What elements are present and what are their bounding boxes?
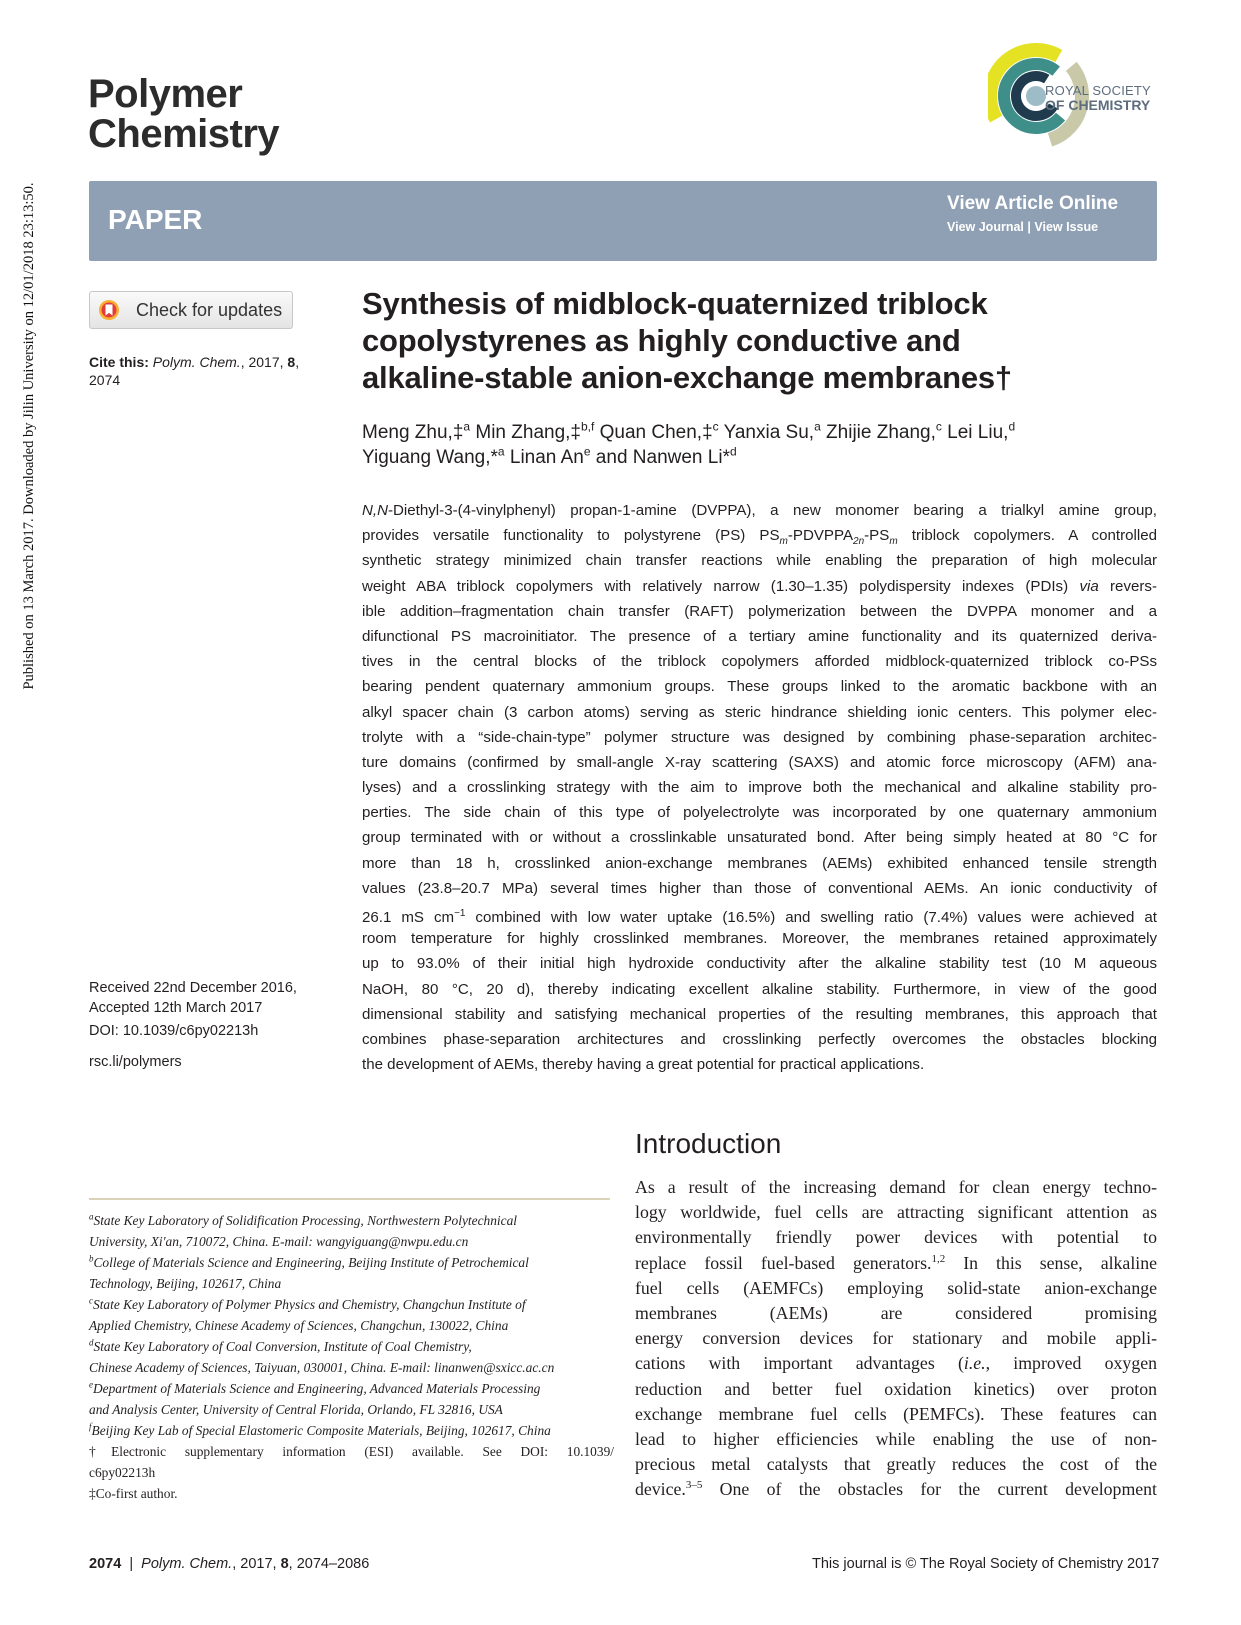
abstract-line xyxy=(362,574,1157,599)
footnote-divider xyxy=(89,1198,610,1200)
page-footer-citation xyxy=(89,1556,369,1572)
view-links-separator: | xyxy=(1027,220,1031,234)
intro-line: lead to higher efficiencies while enabling the use of non- xyxy=(635,1428,1157,1449)
author-affil: a xyxy=(463,419,471,434)
authors-line1 xyxy=(362,420,1152,445)
author: and Nanwen Li* xyxy=(590,447,730,468)
cite-year: , 2017, xyxy=(240,354,288,370)
intro-line xyxy=(635,1477,1157,1502)
cite-volume: 8 xyxy=(287,354,296,370)
received-date: Received 22nd December 2016, xyxy=(89,980,297,996)
author: Yanxia Su, xyxy=(718,422,815,443)
intro-line: precious metal catalysts that greatly reduces the cost of the xyxy=(635,1454,1157,1475)
introduction-body xyxy=(635,1175,1157,1502)
abstract-line: bearing pendent quaternary ammonium groups. These groups linked to the aromatic backbone with an xyxy=(362,678,1157,696)
author-affil: d xyxy=(729,444,737,459)
abstract-text: -Diethyl-3-(4-vinylphenyl) propan-1-amine (DVPPA), a new monomer bearing a trialkyl amine group, xyxy=(388,502,1157,519)
abstract-line xyxy=(362,498,1157,523)
esi-note: †Electronic supplementary information (ESI) available. See DOI: 10.1039/ xyxy=(89,1444,614,1459)
affiliation-line: Applied Chemistry, Chinese Academy of Sciences, Changchun, 130022, China xyxy=(89,1318,509,1333)
affiliation-mark: b xyxy=(89,1253,94,1264)
abstract-line: dimensional stability and satisfying mechanical properties of the resulting membranes, this approach that xyxy=(362,1005,1157,1023)
intro-line xyxy=(635,1351,1157,1376)
affiliation-text: Department of Materials Science and Engineering, Advanced Materials Processing xyxy=(93,1381,541,1396)
author: Linan An xyxy=(504,447,584,468)
abstract-text: combined with low water uptake (16.5%) and swelling ratio (7.4%) values were achieved at xyxy=(465,909,1157,927)
view-issue-link[interactable]: View Issue xyxy=(1034,220,1099,234)
author: Meng Zhu,‡ xyxy=(362,422,464,443)
abstract-italic: via xyxy=(1079,577,1099,595)
journal-title xyxy=(88,74,279,154)
affiliation-line xyxy=(89,1294,614,1315)
author-affil: c xyxy=(935,419,942,434)
citation-ref[interactable]: 1,2 xyxy=(931,1252,946,1265)
abstract-text: revers- xyxy=(1098,577,1157,595)
abstract-line xyxy=(362,523,1157,548)
bookmark-badge-icon xyxy=(98,299,120,321)
author-affil: b,f xyxy=(581,419,595,434)
intro-line: logy worldwide, fuel cells are attracting significant attention as xyxy=(635,1202,1157,1223)
intro-line: energy conversion devices for stationary and mobile appli- xyxy=(635,1328,1157,1349)
author-affil: c xyxy=(712,419,719,434)
abstract-line: more than 18 h, crosslinked anion-exchange membranes (AEMs) exhibited enhanced tensile strength xyxy=(362,854,1157,872)
author-affil: e xyxy=(583,444,591,459)
doi: DOI: 10.1039/c6py02213h xyxy=(89,1023,259,1039)
affiliation-line xyxy=(89,1252,614,1273)
affiliation-mark: c xyxy=(89,1295,93,1306)
author-list xyxy=(362,420,1152,470)
author: Quan Chen,‡ xyxy=(594,422,713,443)
abstract-text: -PS xyxy=(864,527,890,545)
affiliation-line: Chinese Academy of Sciences, Taiyuan, 030001, China. E-mail: linanwen@sxicc.ac.cn xyxy=(89,1360,555,1375)
abstract-sub: m xyxy=(779,536,788,548)
affiliations xyxy=(89,1210,614,1504)
intro-text: One of the obstacles for the current development xyxy=(702,1479,1157,1500)
affiliation-mark: f xyxy=(89,1421,92,1432)
title-line2: copolystyrenes as highly conductive and xyxy=(362,323,961,358)
article-title xyxy=(362,285,1152,396)
author-affil: a xyxy=(497,444,505,459)
abstract-line: ture domains (confirmed by small-angle X-ray scattering (SAXS) and atomic force microscopy (AFM) ana- xyxy=(362,753,1157,771)
abstract-line: up to 93.0% of their initial high hydroxide conductivity after the alkaline stability test (10 M aqueous xyxy=(362,955,1157,973)
copyright-notice: This journal is © The Royal Society of Chemistry 2017 xyxy=(812,1556,1160,1572)
abstract-line: synthetic strategy minimized chain transfer reactions while enabling the preparation of high molecular xyxy=(362,552,1157,570)
intro-line: exchange membrane fuel cells (PEMFCs). These features can xyxy=(635,1403,1157,1424)
article-type-label: PAPER xyxy=(108,204,203,235)
author: Min Zhang,‡ xyxy=(470,422,581,443)
abstract-text: triblock copolymers. A controlled xyxy=(897,527,1158,545)
journal-short-link[interactable]: rsc.li/polymers xyxy=(89,1054,182,1070)
abstract-line: ible addition–fragmentation chain transfer (RAFT) polymerization between the DVPPA monomer and a xyxy=(362,602,1157,620)
abstract-line: the development of AEMs, thereby having a great potential for practical applications. xyxy=(362,1056,925,1074)
accepted-date: Accepted 12th March 2017 xyxy=(89,1000,263,1016)
affiliation-text: State Key Laboratory of Solidification Processing, Northwestern Polytechnical xyxy=(93,1213,517,1228)
author: Lei Liu, xyxy=(941,422,1009,443)
abstract-text: -PDVPPA xyxy=(787,527,854,545)
footer-separator: | xyxy=(121,1556,142,1572)
intro-line: environmentally friendly power devices with potential to xyxy=(635,1227,1157,1248)
title-line3: alkaline-stable anion-exchange membranes† xyxy=(362,360,1012,395)
abstract-sup: −1 xyxy=(454,908,466,919)
abstract xyxy=(362,498,1157,1077)
abstract-sub: m xyxy=(889,536,898,548)
citation xyxy=(89,353,329,389)
title-line1: Synthesis of midblock-quaternized triblock xyxy=(362,286,988,321)
abstract-line: lyses) and a crosslinking strategy with the aim to improve both the mechanical and alkaline stability pro- xyxy=(362,779,1157,797)
abstract-line: combines phase-separation architectures and crosslinking perfectly overcomes the obstacles blocking xyxy=(362,1030,1157,1048)
intro-text: In this sense, alkaline xyxy=(945,1252,1157,1273)
abstract-line: tives in the central blocks of the triblock copolymers afforded midblock-quaternized triblock co-PSs xyxy=(362,653,1157,671)
affiliation-text: College of Materials Science and Engineering, Beijing Institute of Petrochemical xyxy=(93,1255,529,1270)
footer-volume: 8 xyxy=(280,1556,289,1572)
affiliation-line xyxy=(89,1378,614,1399)
intro-italic: i.e. xyxy=(963,1353,986,1374)
intro-text: device. xyxy=(635,1479,686,1500)
abstract-text: weight ABA triblock copolymers with relatively narrow (1.30–1.35) polydispersity indexes (PDIs) xyxy=(362,577,1080,595)
affiliation-mark: e xyxy=(89,1379,93,1390)
abstract-line xyxy=(362,901,1157,926)
affiliation-mark: d xyxy=(89,1337,94,1348)
author-affil: a xyxy=(814,419,821,434)
affiliation-text: Beijing Key Lab of Special Elastomeric Composite Materials, Beijing, 102617, China xyxy=(91,1423,551,1438)
abstract-line: room temperature for highly crosslinked membranes. Moreover, the membranes retained approximately xyxy=(362,930,1157,948)
intro-text: , improved oxygen xyxy=(985,1353,1157,1374)
view-links xyxy=(947,220,1098,234)
affiliation-text: State Key Laboratory of Coal Conversion, Institute of Coal Chemistry, xyxy=(93,1339,472,1354)
page-number: 2074 xyxy=(89,1556,122,1572)
cite-journal: Polym. Chem. xyxy=(152,354,241,370)
footer-journal: Polym. Chem. xyxy=(141,1556,233,1572)
affiliation-text: State Key Laboratory of Polymer Physics and Chemistry, Changchun Institute of xyxy=(93,1297,526,1312)
introduction-heading: Introduction xyxy=(635,1128,782,1159)
footer-year: , 2017, xyxy=(232,1556,281,1572)
journal-title-line2: Chemistry xyxy=(88,112,280,156)
abstract-line: values (23.8–20.7 MPa) several times higher than those of conventional AEMs. An ionic conductivity of xyxy=(362,879,1157,897)
abstract-line: trolyte with a “side-chain-type” polymer structure was designed by combining phase-separation architec- xyxy=(362,728,1157,746)
authors-line2 xyxy=(362,445,1152,470)
rsc-logo-text-line1: ROYAL SOCIETY xyxy=(1045,83,1151,98)
intro-line: reduction and better fuel oxidation kinetics) over proton xyxy=(635,1378,1157,1399)
cite-label: Cite this: xyxy=(89,354,149,370)
footer-pages: , 2074–2086 xyxy=(288,1556,370,1572)
check-for-updates-label: Check for updates xyxy=(136,300,283,320)
abstract-text: 26.1 mS cm xyxy=(362,909,455,927)
intro-text: cations with important advantages ( xyxy=(635,1353,964,1374)
abstract-line: perties. The side chain of this type of polyelectrolyte was incorporated by one quaternary ammonium xyxy=(362,804,1157,822)
affiliation-line xyxy=(89,1210,614,1231)
intro-line xyxy=(635,1251,1157,1276)
abstract-italic: N,N xyxy=(362,502,388,519)
author: Yiguang Wang,* xyxy=(362,447,498,468)
esi-note-doi: c6py02213h xyxy=(89,1465,156,1480)
intro-line: As a result of the increasing demand for clean energy techno- xyxy=(635,1177,1157,1197)
intro-line: membranes (AEMs) are considered promising xyxy=(635,1302,1157,1323)
affiliation-mark: a xyxy=(89,1211,94,1222)
affiliation-line: and Analysis Center, University of Central Florida, Orlando, FL 32816, USA xyxy=(89,1402,503,1417)
citation-ref[interactable]: 3–5 xyxy=(685,1479,703,1492)
journal-title-line1: Polymer xyxy=(88,72,243,116)
author-affil: d xyxy=(1008,419,1016,434)
rsc-logo-text-line2: OF CHEMISTRY xyxy=(1045,97,1151,113)
affiliation-line: Technology, Beijing, 102617, China xyxy=(89,1276,282,1291)
affiliation-line xyxy=(89,1336,614,1357)
abstract-line: group terminated with or without a crosslinkable unsaturated bond. After being simply heated at 80 °C for xyxy=(362,829,1157,847)
check-for-updates-button[interactable] xyxy=(89,291,293,329)
view-journal-link[interactable]: View Journal xyxy=(947,220,1024,234)
publication-stamp: Published on 13 March 2017. Downloaded by Jilin University on 12/01/2018 23:13:50. xyxy=(21,182,37,690)
author: Zhijie Zhang, xyxy=(820,422,936,443)
co-first-author-note: ‡Co-first author. xyxy=(89,1486,178,1501)
abstract-line: difunctional PS macroinitiator. The presence of a tertiary amine functionality and its quaternized deriva- xyxy=(362,627,1157,645)
article-history xyxy=(89,978,297,1018)
intro-text: replace fossil fuel-based generators. xyxy=(635,1252,932,1273)
affiliation-line: University, Xi'an, 710072, China. E-mail: wangyiguang@nwpu.edu.cn xyxy=(89,1234,469,1249)
abstract-text: provides versatile functionality to polystyrene (PS) PS xyxy=(362,527,780,545)
abstract-line: NaOH, 80 °C, 20 d), thereby indicating excellent alkaline stability. Furthermore, in view of the good xyxy=(362,980,1157,998)
affiliation-line xyxy=(89,1420,614,1441)
intro-line: fuel cells (AEMFCs) employing solid-state anion-exchange xyxy=(635,1277,1157,1298)
abstract-sub: 2n xyxy=(853,536,865,548)
cite-pages: , 2074 xyxy=(89,354,300,388)
view-article-online-link[interactable]: View Article Online xyxy=(947,193,1119,214)
abstract-line: alkyl spacer chain (3 carbon atoms) serving as steric hindrance shielding ionic centers. This polymer elec- xyxy=(362,703,1157,721)
